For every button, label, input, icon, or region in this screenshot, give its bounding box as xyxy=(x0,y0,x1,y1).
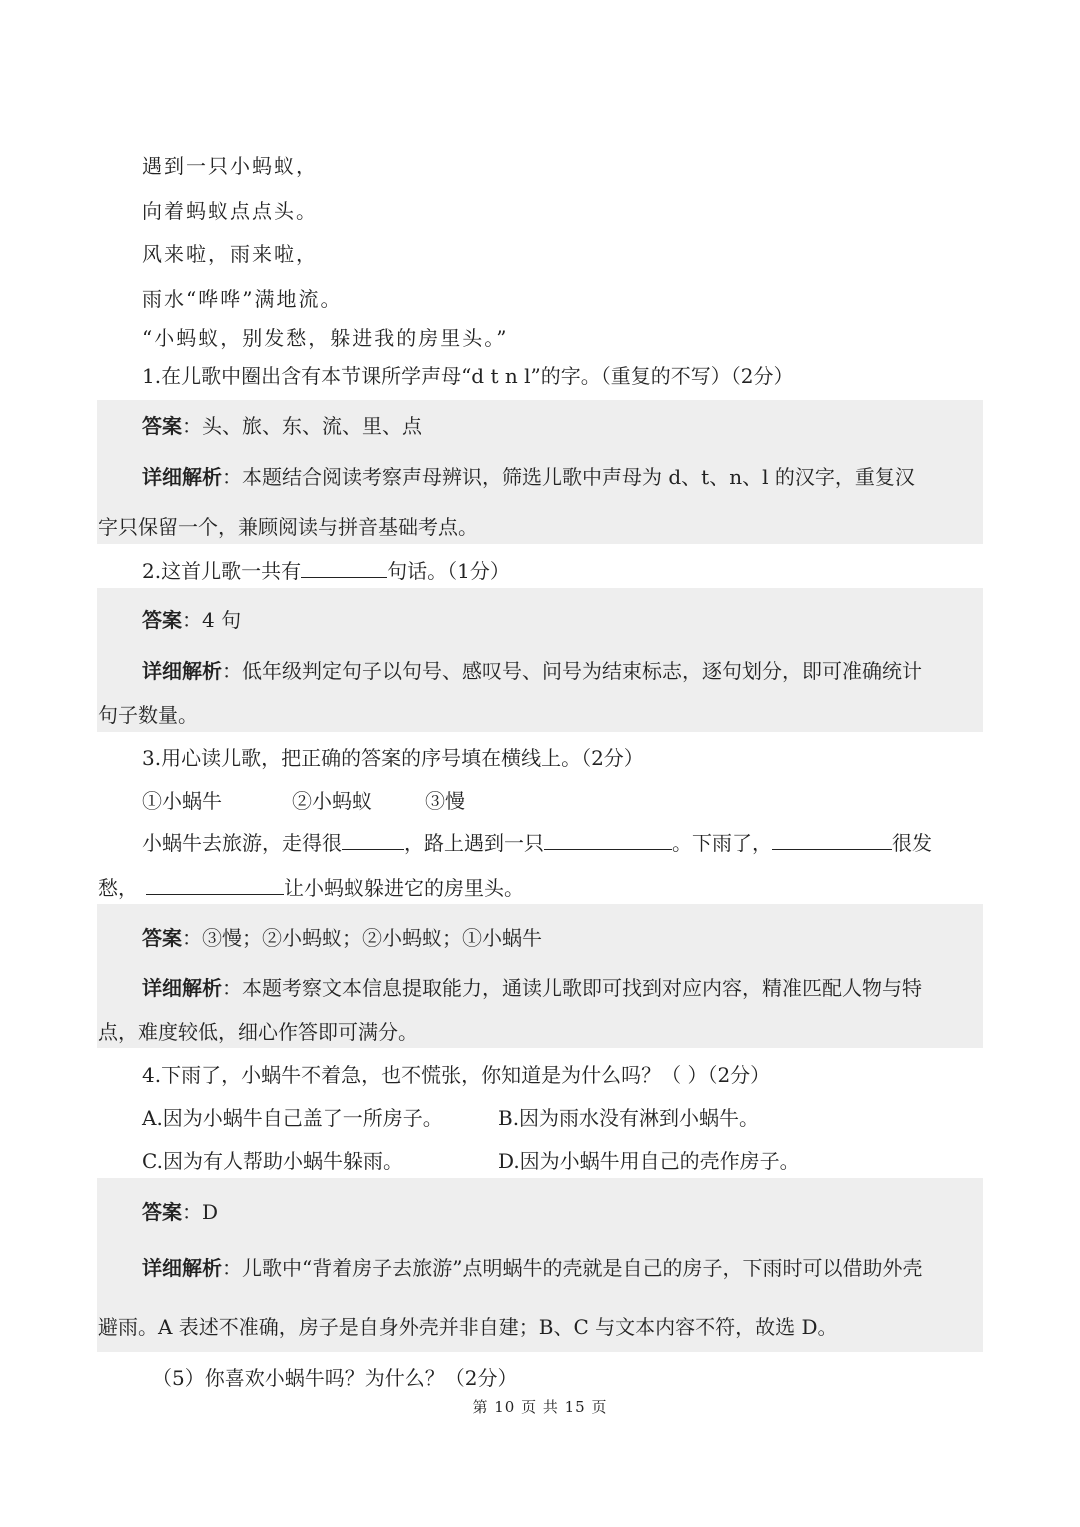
answer-text: ：4 句 xyxy=(182,608,242,632)
poem-line-3: 风来啦，雨来啦， xyxy=(142,242,318,266)
option-c: C.因为有人帮助小蜗牛躲雨。 xyxy=(142,1149,403,1173)
analysis-text: ：低年级判定句子以句号、感叹号、问号为结束标志，逐句划分，即可准确统计 xyxy=(222,659,922,683)
answer-text: ：头、旅、东、流、里、点 xyxy=(182,414,422,438)
fill-blank[interactable] xyxy=(772,829,892,850)
analysis-text: ：儿歌中“背着房子去旅游”点明蜗牛的壳就是自己的房子，下雨时可以借助外壳 xyxy=(222,1256,923,1280)
answer-text: ：③慢；②小蚂蚁；②小蚂蚁；①小蜗牛 xyxy=(182,926,542,950)
fill-blank[interactable] xyxy=(301,557,387,578)
fill-text: 很发 xyxy=(892,831,932,855)
option-a: A.因为小蜗牛自己盖了一所房子。 xyxy=(142,1106,443,1130)
answer-1 xyxy=(142,410,422,439)
fill-text: 愁， xyxy=(98,876,138,900)
analysis-4-line-1 xyxy=(142,1252,922,1281)
fill-blank[interactable] xyxy=(342,829,404,850)
analysis-text: ：本题结合阅读考察声母辨识，筛选儿歌中声母为 d、t、n、l 的汉字，重复汉 xyxy=(222,465,915,489)
answer-2 xyxy=(142,604,241,633)
analysis-label: 详细解析 xyxy=(142,1256,222,1280)
option-3: ③慢 xyxy=(425,789,465,813)
answer-text: ：D xyxy=(182,1200,219,1224)
analysis-4-line-2: 避雨。A 表述不准确，房子是自身外壳并非自建；B、C 与文本内容不符，故选 D。 xyxy=(98,1315,838,1339)
option-d: D.因为小蜗牛用自己的壳作房子。 xyxy=(498,1149,800,1173)
answer-3 xyxy=(142,922,542,951)
poem-line-1: 遇到一只小蚂蚁， xyxy=(142,154,318,178)
analysis-3-line-2: 点，难度较低，细心作答即可满分。 xyxy=(98,1020,418,1044)
option-1: ①小蜗牛 xyxy=(142,789,222,813)
fill-blank[interactable] xyxy=(146,874,284,895)
fill-blank[interactable] xyxy=(544,829,672,850)
fill-text: 小蜗牛去旅游，走得很 xyxy=(142,831,342,855)
question-1: 1.在儿歌中圈出含有本节课所学声母“d t n l”的字。（重复的不写）（2分） xyxy=(142,364,794,388)
poem-line-5: “小蚂蚁，别发愁，躲进我的房里头。” xyxy=(142,326,509,350)
poem-line-4: 雨水“哗哗”满地流。 xyxy=(142,287,343,311)
answer-label: 答案 xyxy=(142,414,182,438)
analysis-label: 详细解析 xyxy=(142,659,222,683)
analysis-label: 详细解析 xyxy=(142,465,222,489)
question-4: 4.下雨了，小蜗牛不着急，也不慌张，你知道是为什么吗？（ ）（2分） xyxy=(142,1063,771,1087)
question-2-after: 句话。（1分） xyxy=(387,559,510,583)
analysis-1-line-2: 字只保留一个，兼顾阅读与拼音基础考点。 xyxy=(98,515,478,539)
page-number: 第 10 页 共 15 页 xyxy=(472,1398,608,1416)
analysis-3-line-1 xyxy=(142,972,922,1001)
analysis-1-line-1 xyxy=(142,461,915,490)
option-2: ②小蚂蚁 xyxy=(292,789,372,813)
fill-text: 。下雨了， xyxy=(672,831,772,855)
answer-label: 答案 xyxy=(142,608,182,632)
fill-text: 让小蚂蚁躲进它的房里头。 xyxy=(284,876,524,900)
question-2-before: 2.这首儿歌一共有 xyxy=(142,559,302,583)
analysis-text: ：本题考察文本信息提取能力，通读儿歌即可找到对应内容，精准匹配人物与特 xyxy=(222,976,922,1000)
analysis-2-line-2: 句子数量。 xyxy=(98,703,198,727)
question-3-fill-line-1 xyxy=(142,827,932,856)
question-3: 3.用心读儿歌，把正确的答案的序号填在横线上。（2分） xyxy=(142,746,644,770)
fill-text: ，路上遇到一只 xyxy=(404,831,544,855)
analysis-label: 详细解析 xyxy=(142,976,222,1000)
answer-label: 答案 xyxy=(142,1200,182,1224)
option-b: B.因为雨水没有淋到小蜗牛。 xyxy=(498,1106,760,1130)
answer-label: 答案 xyxy=(142,926,182,950)
analysis-2-line-1 xyxy=(142,655,922,684)
poem-line-2: 向着蚂蚁点点头。 xyxy=(142,199,318,223)
question-5: （5）你喜欢小蜗牛吗？为什么？（2分） xyxy=(152,1366,518,1390)
answer-4 xyxy=(142,1196,218,1225)
question-3-fill-line-2 xyxy=(98,872,524,901)
question-2 xyxy=(142,555,510,584)
